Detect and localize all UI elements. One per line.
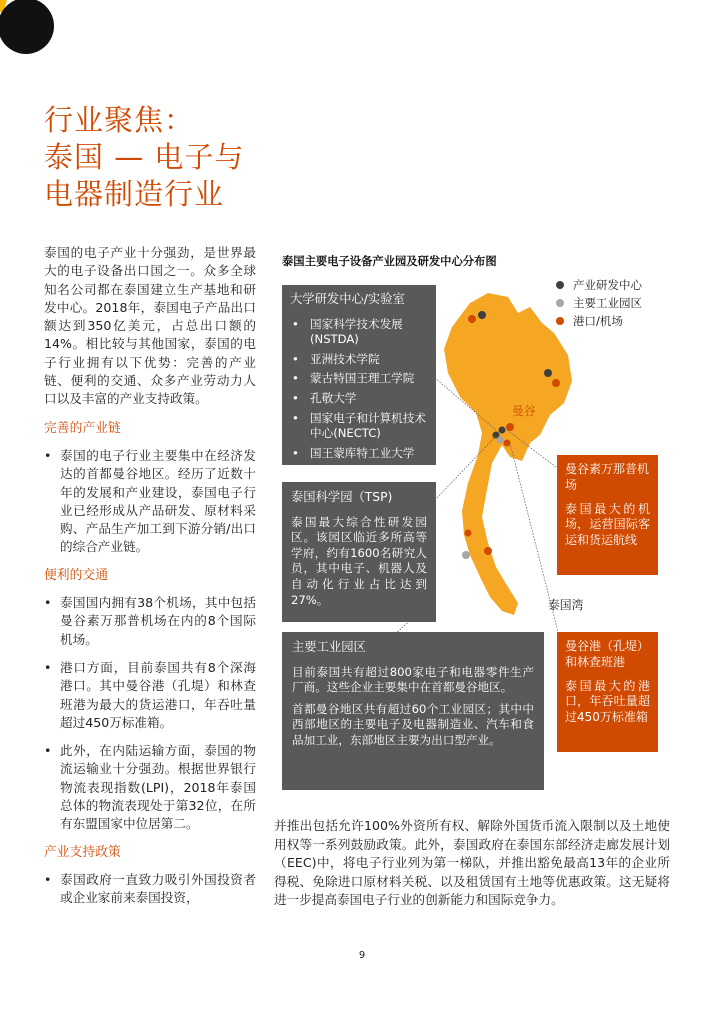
gulf-label: 泰国湾 bbox=[548, 598, 584, 612]
industrial-box bbox=[282, 632, 544, 790]
airport-box bbox=[557, 455, 658, 575]
list-item: • 此外，在内陆运输方面，泰国的物流运输业十分强劲。根据世界银行物流表现指数(LPI)，2018年泰国总体的物流表现处于第32位，在所有东盟国家中位居第二。 bbox=[44, 742, 256, 833]
university-box bbox=[282, 285, 436, 465]
list-item: • 泰国国内拥有38个机场，其中包括曼谷素万那普机场在内的8个国际机场。 bbox=[44, 594, 256, 649]
section-heading-policy: 产业支持政策 bbox=[44, 844, 121, 860]
section-heading-transport: 便利的交通 bbox=[44, 567, 108, 583]
university-box-heading: 大学研发中心/实验室 bbox=[290, 292, 405, 306]
continuation-paragraph: 并推出包括允许100%外资所有权、解除外国货币流入限制以及土地使用权等一系列鼓励政策。此外，泰国政府在泰国东部经济走廊发展计划（EEC)中，将电子行业列为第一梯队，并推出豁免最高13年的企业所得税、免除进口原材料关税、以及租赁国有土地等优惠政策。这无疑将进一步提高泰国电子行业的创新能力和国际竞争力。 bbox=[274, 818, 670, 908]
tsp-box bbox=[282, 482, 436, 622]
section-heading-supply-chain: 完善的产业链 bbox=[44, 420, 121, 436]
industrial-box-heading: 主要工业园区 bbox=[292, 640, 366, 654]
industrial-box-text-2: 首都曼谷地区共有超过60个工业园区；其中中西部地区的主要电子及电器制造业、汽车和食品加工业，东部地区主要为出口型产业。 bbox=[292, 701, 534, 747]
university-list bbox=[290, 317, 428, 462]
legend-item-rd: 产业研发中心 bbox=[556, 276, 642, 294]
list-item: • 蒙古特国王理工学院 bbox=[290, 371, 428, 387]
tsp-box-heading: 泰国科学园（TSP) bbox=[291, 490, 393, 504]
title-line-1: 行业聚焦： bbox=[44, 103, 195, 137]
legend-item-industrial: 主要工业园区 bbox=[556, 294, 642, 312]
title-line-2: 泰国 — 电子与 bbox=[44, 140, 245, 174]
port-box bbox=[557, 632, 658, 752]
list-item: • 港口方面，目前泰国共有8个深海港口。其中曼谷港（孔堤）和林查班港为最大的货运港口，年吞吐量超过450万标准箱。 bbox=[44, 659, 256, 732]
list-item: • 泰国的电子行业主要集中在经济发达的首都曼谷地区。经历了近数十年的发展和产业建设，泰国电子行业已经形成从产品研发、原材料采购、产品生产加工到下游分销/出口的综合产业链。 bbox=[44, 447, 256, 557]
list-item: • 国家电子和计算机技术中心(NECTC) bbox=[290, 411, 428, 442]
list-item: • 国王蒙库特工业大学 bbox=[290, 446, 428, 462]
list-item: • 亚洲技术学院 bbox=[290, 352, 428, 368]
list-item: • 国家科学技术发展(NSTDA) bbox=[290, 317, 428, 348]
list-item: • 孔敬大学 bbox=[290, 391, 428, 407]
bangkok-label: 曼谷 bbox=[512, 404, 536, 418]
port-box-heading: 曼谷港（孔堤）和林查班港 bbox=[565, 639, 650, 669]
legend-item-port: 港口/机场 bbox=[556, 312, 642, 330]
tsp-box-text: 泰国最大综合性研发园区。该园区临近多所高等学府，约有1600名研究人员，其中电子、机器人及自动化行业占比达到 27%。 bbox=[291, 514, 427, 607]
airport-box-text: 泰国最大的机场，运营国际客运和货运航线 bbox=[565, 501, 650, 548]
airport-box-heading: 曼谷素万那普机场 bbox=[565, 462, 650, 492]
industrial-box-text-1: 目前泰国共有超过800家电子和电器零件生产厂商。这些企业主要集中在首都曼谷地区。 bbox=[292, 664, 534, 695]
map-title: 泰国主要电子设备产业园及研发中心分布图 bbox=[282, 255, 497, 268]
list-item: • 泰国政府一直致力吸引外国投资者或企业家前来泰国投资， bbox=[44, 871, 256, 908]
title-line-3: 电器制造行业 bbox=[44, 177, 225, 211]
page-number: 9 bbox=[358, 950, 366, 961]
intro-paragraph: 泰国的电子产业十分强劲，是世界最大的电子设备出口国之一。众多全球知名公司都在泰国建立生产基地和研发中心。2018年，泰国电子产品出口额达到350亿美元，占总出口额的14%。相比较与其他国家，泰国的电子行业拥有以下优势：完善的产业链、便利的交通、众多产业劳动力人口以及丰富的产业支持政策。 bbox=[44, 245, 256, 407]
port-box-text: 泰国最大的港口，年吞吐量超过450万标准箱 bbox=[565, 678, 650, 725]
